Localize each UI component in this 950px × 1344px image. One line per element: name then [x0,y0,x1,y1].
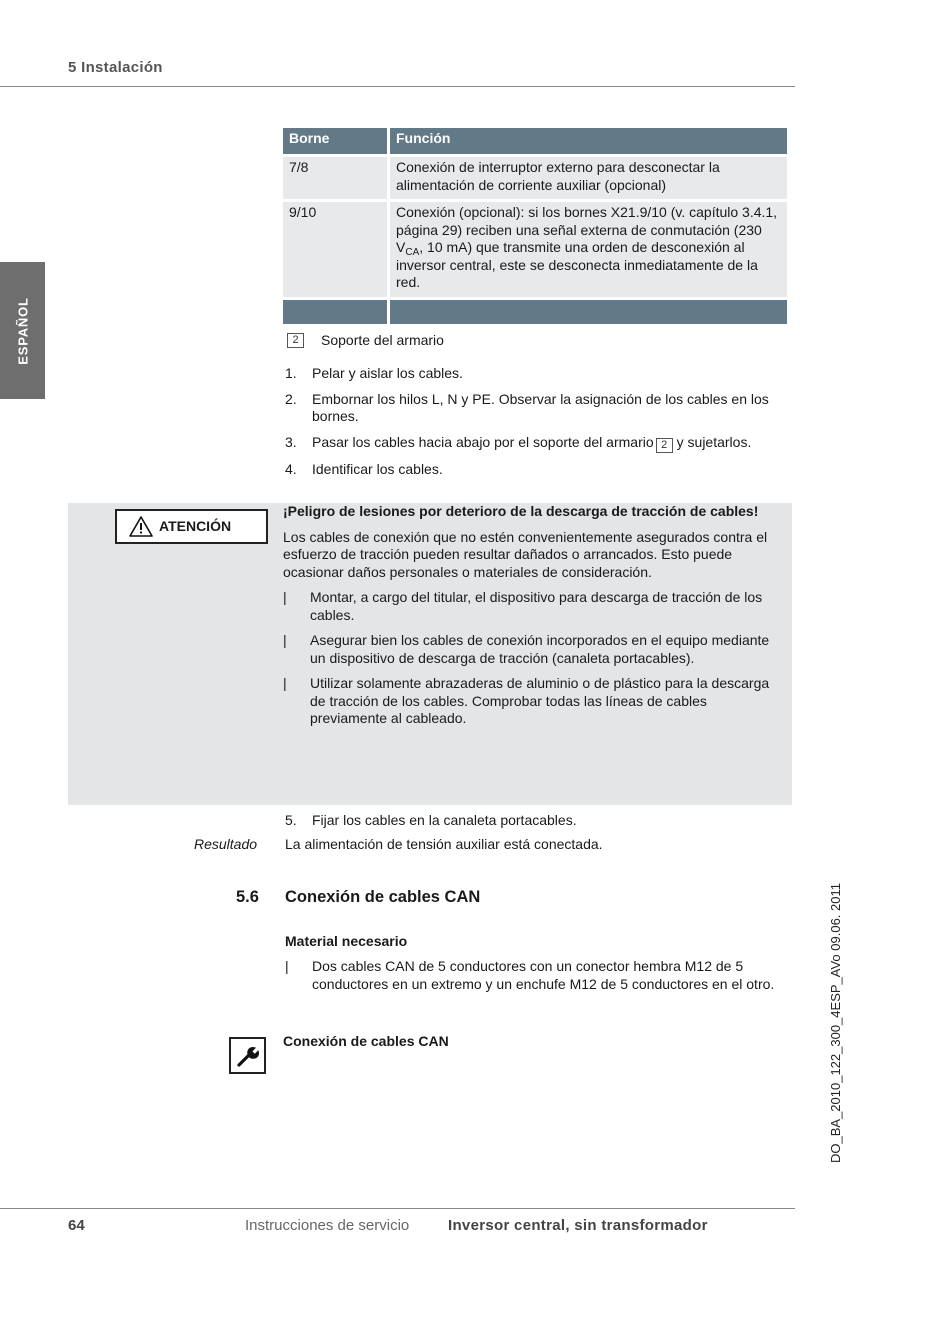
bullet-marker: | [283,675,287,691]
warning-content [283,503,783,736]
step-text: Identificar los cables. [312,460,443,477]
step-number: 1. [285,365,297,381]
list-item [285,365,795,383]
step-number: 4. [285,460,297,477]
list-item [283,675,783,728]
material-heading: Material necesario [285,933,408,949]
material-text: Dos cables CAN de 5 conductores con un conector hembra M12 de 5 conductores en un extremo y un enchufe M12 de 5 conductores en el otro. [312,958,775,992]
step-number: 2. [285,390,297,407]
table-cell-funcion [390,202,787,297]
bullet-marker: | [283,632,287,648]
language-side-tab [0,262,45,399]
list-item [283,589,783,624]
warning-label-text: ATENCIÓN [159,517,232,534]
result-text: La alimentación de tensión auxiliar está conectada. [285,836,603,852]
list-item [285,434,795,453]
procedure-title: Conexión de cables CAN [283,1033,449,1049]
step-text: Fijar los cables en la canaleta portacables. [312,812,577,828]
header-rule [0,86,795,87]
funcion-text-pre: Conexión (opcional): si los bornes X21.9/10 (v. capítulo 3.4.1, página 29) reciben una señal externa de conmutación (230 V [396,204,778,255]
table-footer-row [283,300,787,324]
section-title: Conexión de cables CAN [285,888,481,906]
document-id: DO_BA_2010_122_300_4ESP_AVo 09.06. 2011 [828,883,843,1163]
step-number: 3. [285,433,297,450]
table-cell-borne: 9/10 [283,202,387,297]
step-number: 5. [285,812,297,828]
steps-list-continued [285,812,795,838]
wrench-icon [229,1037,266,1074]
terminal-table [280,125,790,327]
step-text: Embornar los hilos L, N y PE. Observar la asignación de los cables en los bornes. [312,390,769,424]
bullet-marker: | [285,958,289,974]
bullet-text: Utilizar solamente abrazaderas de aluminio o de plástico para la descarga de tracción de los cables. Comprobar todas las líneas de cables previamente al cableado. [310,675,770,726]
footer-product-name: Inversor central, sin transformador [448,1217,708,1234]
legend-text: Soporte del armario [321,332,444,348]
header-section-title: 5 Instalación [68,59,163,76]
list-item [283,632,783,667]
figure-legend [287,332,444,350]
warning-triangle-icon [129,516,153,537]
bullet-marker: | [283,589,287,605]
wrench-glyph-icon [235,1043,261,1069]
list-item [285,812,795,830]
table-cell-borne: 7/8 [283,157,387,199]
result-label: Resultado [194,836,258,852]
section-number: 5.6 [236,888,259,906]
legend-number-box: 2 [287,333,304,348]
page-number: 64 [68,1217,85,1234]
figure-ref-box: 2 [656,438,673,453]
bullet-text: Montar, a cargo del titular, el dispositivo para descarga de tracción de los cables. [310,589,763,623]
warning-title: ¡Peligro de lesiones por deterioro de la descarga de tracción de cables! [283,503,759,519]
steps-list [285,365,795,486]
warning-label [115,509,268,544]
list-item [285,391,795,426]
footer-rule [0,1208,795,1209]
funcion-subscript: CA [405,247,420,258]
bullet-text: Asegurar bien los cables de conexión incorporados en el equipo mediante un dispositivo de descarga de tracción (canaleta portacables). [310,632,770,666]
table-row [283,202,787,297]
list-item [285,461,795,479]
step-text: Pasar los cables hacia abajo por el soporte del armario 2 y sujetarlos. [312,433,752,451]
list-item [285,958,793,993]
column-header-borne: Borne [283,128,387,154]
footer-document-type: Instrucciones de servicio [245,1217,410,1234]
language-label: ESPAÑOL [14,296,30,365]
warning-text: Los cables de conexión que no estén convenientemente asegurados contra el esfuerzo de tracción pueden resultar dañados o arrancados. Esto puede ocasionar daños personales o materiales de consideración. [283,528,768,580]
step-text: Pelar y aislar los cables. [312,365,463,381]
table-row [283,157,787,199]
column-header-funcion: Función [390,128,787,154]
funcion-text-post: , 10 mA) que transmite una orden de desconexión al inversor central, este se desconecta inmediatamente de la red. [396,239,758,290]
table-cell-funcion: Conexión de interruptor externo para desconectar la alimentación de corriente auxiliar (opcional) [390,157,787,199]
